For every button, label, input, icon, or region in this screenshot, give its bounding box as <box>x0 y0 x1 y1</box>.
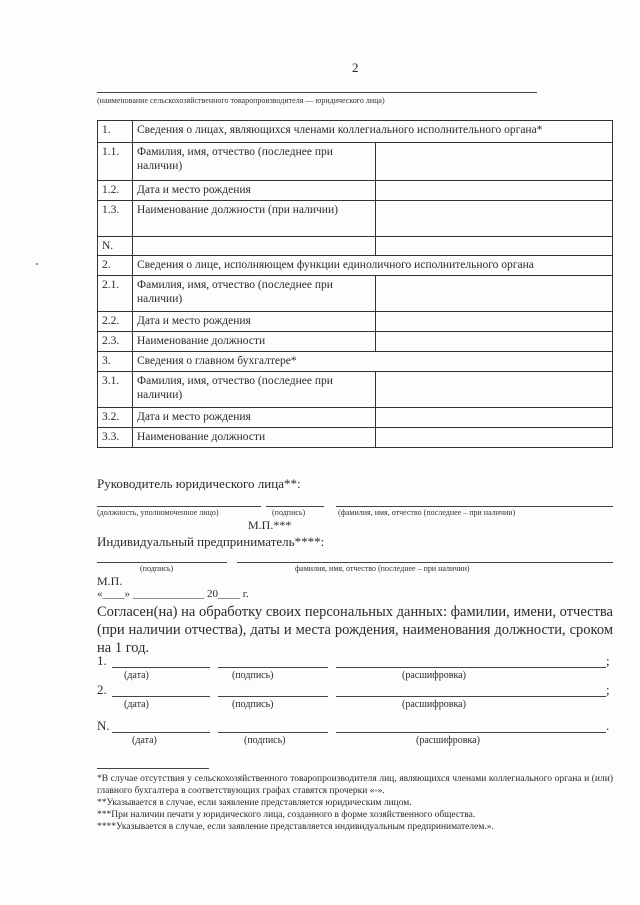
info-table <box>97 120 613 448</box>
consent-signature-line[interactable] <box>218 732 328 733</box>
table-row <box>98 352 613 372</box>
consent-row-end: ; <box>606 653 610 668</box>
value-cell[interactable] <box>376 312 613 332</box>
name-line[interactable] <box>336 506 613 507</box>
consent-text: Согласен(на) на обработку своих персональных данных: фамилии, имени, отчества (при наличии отчества), даты и места рождения, наименования должности, сроком на 1 год. <box>97 604 613 656</box>
consent-cap-name: (расшифровка) <box>402 670 466 681</box>
entrepreneur-title: Индивидуальный предприниматель****: <box>97 534 325 549</box>
seal-mark: М.П.*** <box>248 518 292 532</box>
row-label: Фамилия, имя, отчество (последнее при наличии) <box>133 276 376 312</box>
row-label: Сведения о главном бухгалтере* <box>133 352 613 372</box>
row-number: N. <box>98 237 133 256</box>
table-row <box>98 256 613 276</box>
scan-speck <box>36 263 38 265</box>
consent-name-line[interactable] <box>336 667 606 668</box>
date-line[interactable]: «____» _____________ 20____ г. <box>97 588 249 600</box>
consent-cap-date: (дата) <box>124 670 149 681</box>
row-number: 1.2. <box>98 181 133 201</box>
consent-cap-name: (расшифровка) <box>402 699 466 710</box>
row-number: 2.2. <box>98 312 133 332</box>
consent-signature-line[interactable] <box>218 667 328 668</box>
value-cell[interactable] <box>376 201 613 237</box>
footnote-separator <box>97 768 209 769</box>
footnotes <box>97 773 613 833</box>
row-label: Фамилия, имя, отчество (последнее при наличии) <box>133 143 376 181</box>
table-row <box>98 181 613 201</box>
consent-row-number: 1. <box>97 653 107 668</box>
table-row <box>98 121 613 143</box>
footnote-4: ****Указывается в случае, если заявление представляется индивидуальным предпринимателем.». <box>97 822 494 832</box>
header-line <box>97 92 537 93</box>
row-number: 2.1. <box>98 276 133 312</box>
row-label: Наименование должности <box>133 332 376 352</box>
consent-cap-signature: (подпись) <box>232 699 274 710</box>
footnote-2: **Указывается в случае, если заявление представляется юридическим лицом. <box>97 798 412 808</box>
consent-row-end: . <box>606 718 610 733</box>
row-number: 1.1. <box>98 143 133 181</box>
consent-name-line[interactable] <box>336 732 606 733</box>
row-label <box>133 237 376 256</box>
consent-cap-name: (расшифровка) <box>416 735 480 746</box>
value-cell[interactable] <box>376 237 613 256</box>
value-cell[interactable] <box>376 372 613 408</box>
row-label: Наименование должности <box>133 428 376 448</box>
value-cell[interactable] <box>376 332 613 352</box>
consent-signature-line[interactable] <box>218 696 328 697</box>
consent-name-line[interactable] <box>336 696 606 697</box>
ie-signature-line[interactable] <box>97 562 227 563</box>
row-number: 2. <box>98 256 133 276</box>
table-row <box>98 372 613 408</box>
row-label: Сведения о лице, исполняющем функции единоличного исполнительного органа <box>133 256 613 276</box>
consent-row-end: ; <box>606 682 610 697</box>
value-cell[interactable] <box>376 408 613 428</box>
position-line[interactable] <box>97 506 261 507</box>
consent-cap-signature: (подпись) <box>244 735 286 746</box>
value-cell[interactable] <box>376 143 613 181</box>
consent-date-line[interactable] <box>112 667 210 668</box>
row-number: 3.2. <box>98 408 133 428</box>
table-row <box>98 201 613 237</box>
row-number: 3.1. <box>98 372 133 408</box>
cap-position: (должность, уполномоченное лицо) <box>97 508 219 517</box>
table-row <box>98 143 613 181</box>
consent-row-number: 2. <box>97 682 107 697</box>
footnote-3: ***При наличии печати у юридического лица, созданного в форме хозяйственного общества. <box>97 810 476 820</box>
table-row <box>98 408 613 428</box>
ie-cap-signature: (подпись) <box>140 564 174 573</box>
footnote-1: *В случае отсутствия у сельскохозяйственного товаропроизводителя лиц, являющихся членами коллегиального органа и (или) главного бухгалтера в соответствующих графах ставятся прочерки «-». <box>97 774 613 796</box>
consent-row-number: N. <box>97 718 110 733</box>
row-label: Наименование должности (при наличии) <box>133 201 376 237</box>
table-row <box>98 276 613 312</box>
table-row <box>98 237 613 256</box>
head-entity-title: Руководитель юридического лица**: <box>97 476 301 491</box>
table-row <box>98 312 613 332</box>
row-number: 3. <box>98 352 133 372</box>
row-label: Дата и место рождения <box>133 312 376 332</box>
cap-name: (фамилия, имя, отчество (последнее – при наличии) <box>338 508 516 517</box>
row-label: Сведения о лицах, являющихся членами коллегиального исполнительного органа* <box>133 121 613 143</box>
table-row <box>98 332 613 352</box>
row-number: 1.3. <box>98 201 133 237</box>
ie-name-line[interactable] <box>237 562 613 563</box>
consent-date-line[interactable] <box>112 696 210 697</box>
row-label: Дата и место рождения <box>133 408 376 428</box>
value-cell[interactable] <box>376 276 613 312</box>
row-label: Фамилия, имя, отчество (последнее при наличии) <box>133 372 376 408</box>
consent-cap-date: (дата) <box>132 735 157 746</box>
page-number: 2 <box>352 60 359 75</box>
value-cell[interactable] <box>376 428 613 448</box>
consent-date-line[interactable] <box>112 732 210 733</box>
row-number: 3.3. <box>98 428 133 448</box>
value-cell[interactable] <box>376 181 613 201</box>
cap-signature: (подпись) <box>272 508 306 517</box>
ie-cap-name: фамилия, имя, отчество (последнее – при наличии) <box>295 564 470 573</box>
signature-line[interactable] <box>266 506 324 507</box>
header-caption: (наименование сельскохозяйственного товаропроизводителя — юридического лица) <box>97 96 385 105</box>
table-row <box>98 428 613 448</box>
row-number: 2.3. <box>98 332 133 352</box>
row-number: 1. <box>98 121 133 143</box>
consent-cap-date: (дата) <box>124 699 149 710</box>
row-label: Дата и место рождения <box>133 181 376 201</box>
ie-seal-mark: М.П. <box>97 574 123 588</box>
consent-cap-signature: (подпись) <box>232 670 274 681</box>
